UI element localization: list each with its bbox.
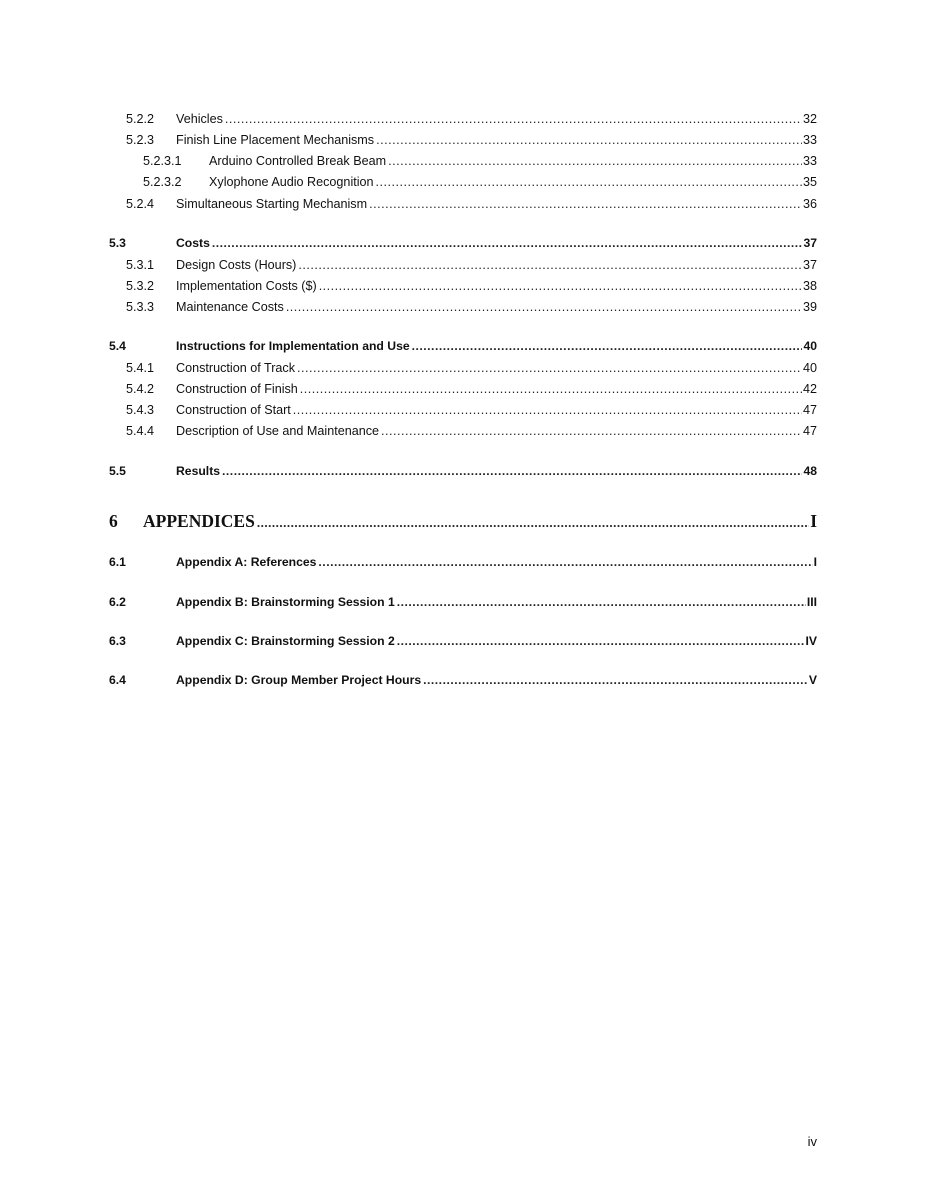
page-number: iv xyxy=(807,1134,817,1149)
toc-entry-number: 5.4.3 xyxy=(126,403,155,417)
dot-leader xyxy=(388,153,802,169)
toc-entry-number: 5.5 xyxy=(109,464,126,478)
toc-entry-title: Finish Line Placement Mechanisms xyxy=(176,133,375,147)
toc-entry-number: 5.4.1 xyxy=(126,361,155,375)
dot-leader xyxy=(319,278,802,294)
toc-entry-title: Vehicles xyxy=(176,112,223,126)
toc-entry-5-5 xyxy=(109,463,817,479)
toc-entry-page: 35 xyxy=(802,175,817,189)
toc-entry-page: I xyxy=(810,511,817,531)
toc-entry-page: 37 xyxy=(803,236,817,250)
toc-entry-number: 5.3.3 xyxy=(126,300,155,314)
toc-entry-title: Design Costs (Hours) xyxy=(176,258,297,272)
toc-entry-title: Construction of Finish xyxy=(176,382,298,396)
toc-entry-number: 5.2.3.1 xyxy=(143,154,182,168)
toc-entry-6-1 xyxy=(109,554,817,570)
toc-entry-page: V xyxy=(808,673,817,687)
toc-entry-number: 5.3 xyxy=(109,236,126,250)
toc-entry-page: 32 xyxy=(802,112,817,126)
toc-entry-5-3-3 xyxy=(126,299,817,315)
dot-leader xyxy=(369,196,802,212)
toc-entry-page: 39 xyxy=(802,300,817,314)
toc-entry-title: Maintenance Costs xyxy=(176,300,284,314)
toc-entry-number: 6.4 xyxy=(109,673,126,687)
toc-entry-title: Results xyxy=(176,464,221,478)
toc-entry-number: 5.4.4 xyxy=(126,424,155,438)
toc-entry-title: Simultaneous Starting Mechanism xyxy=(176,197,368,211)
toc-entry-title: Appendix D: Group Member Project Hours xyxy=(176,673,422,687)
toc-entry-number: 5.2.3.2 xyxy=(143,175,182,189)
toc-entry-title: Implementation Costs ($) xyxy=(176,279,317,293)
toc-entry-5-2-3-1 xyxy=(143,153,817,169)
toc-entry-6-4 xyxy=(109,672,817,688)
toc-entry-6-2 xyxy=(109,594,817,610)
dot-leader xyxy=(376,174,802,190)
dot-leader xyxy=(293,402,802,418)
dot-leader xyxy=(318,554,812,570)
toc-entry-page: 36 xyxy=(802,197,817,211)
toc-entry-number: 6.3 xyxy=(109,634,126,648)
toc-entry-number: 5.4 xyxy=(109,339,126,353)
toc-entry-title: Instructions for Implementation and Use xyxy=(176,339,410,353)
toc-entry-5-3-1 xyxy=(126,257,817,273)
toc-entry-page: III xyxy=(806,595,817,609)
toc-entry-number: 5.3.1 xyxy=(126,258,155,272)
toc-entry-5-3 xyxy=(109,235,817,251)
toc-entry-number: 6.1 xyxy=(109,555,126,569)
toc-entry-title: Appendix A: References xyxy=(176,555,317,569)
toc-entry-5-2-4 xyxy=(126,196,817,212)
toc-entry-5-2-3-2 xyxy=(143,174,817,190)
toc-entry-5-4-1 xyxy=(126,360,817,376)
toc-entry-6-3 xyxy=(109,633,817,649)
toc-entry-title: Appendix C: Brainstorming Session 2 xyxy=(176,634,395,648)
dot-leader xyxy=(297,360,802,376)
toc-entry-title: APPENDICES xyxy=(143,511,255,531)
toc-entry-6 xyxy=(109,510,817,532)
dot-leader xyxy=(376,132,802,148)
toc-entry-title: Appendix B: Brainstorming Session 1 xyxy=(176,595,395,609)
toc-entry-number: 5.2.4 xyxy=(126,197,155,211)
toc-entry-page: 42 xyxy=(802,382,817,396)
toc-entry-title: Arduino Controlled Break Beam xyxy=(209,154,387,168)
toc-entry-5-4-2 xyxy=(126,381,817,397)
toc-entry-page: 40 xyxy=(803,339,817,353)
dot-leader xyxy=(397,594,806,610)
toc-entry-5-4-3 xyxy=(126,402,817,418)
dot-leader xyxy=(222,463,802,479)
toc-entry-page: 38 xyxy=(802,279,817,293)
dot-leader xyxy=(300,381,802,397)
dot-leader xyxy=(212,235,803,251)
toc-entry-number: 5.2.3 xyxy=(126,133,155,147)
toc-entry-number: 6 xyxy=(109,511,118,531)
toc-entry-number: 5.4.2 xyxy=(126,382,155,396)
dot-leader xyxy=(298,257,802,273)
toc-entry-page: IV xyxy=(805,634,817,648)
dot-leader xyxy=(397,633,805,649)
toc-entry-page: 48 xyxy=(803,464,817,478)
toc-entry-5-2-2 xyxy=(126,111,817,127)
dot-leader xyxy=(423,672,808,688)
toc-entry-page: 33 xyxy=(802,133,817,147)
toc-entry-title: Description of Use and Maintenance xyxy=(176,424,380,438)
toc-entry-page: 40 xyxy=(802,361,817,375)
toc-entry-5-4-4 xyxy=(126,423,817,439)
dot-leader xyxy=(225,111,802,127)
toc-entry-5-4 xyxy=(109,338,817,354)
toc-entry-title: Construction of Track xyxy=(176,361,295,375)
toc-entry-number: 6.2 xyxy=(109,595,126,609)
toc-entry-5-3-2 xyxy=(126,278,817,294)
toc-entry-page: 47 xyxy=(802,424,817,438)
toc-entry-number: 5.3.2 xyxy=(126,279,155,293)
toc-entry-page: 37 xyxy=(802,258,817,272)
toc-entry-page: 47 xyxy=(802,403,817,417)
toc-entry-number: 5.2.2 xyxy=(126,112,155,126)
dot-leader xyxy=(412,338,803,354)
toc-entry-title: Xylophone Audio Recognition xyxy=(209,175,374,189)
dot-leader xyxy=(257,512,809,534)
toc-entry-5-2-3 xyxy=(126,132,817,148)
toc-entry-page: I xyxy=(813,555,817,569)
dot-leader xyxy=(381,423,802,439)
dot-leader xyxy=(286,299,802,315)
toc-entry-title: Costs xyxy=(176,236,210,250)
toc-entry-page: 33 xyxy=(802,154,817,168)
toc-entry-title: Construction of Start xyxy=(176,403,291,417)
